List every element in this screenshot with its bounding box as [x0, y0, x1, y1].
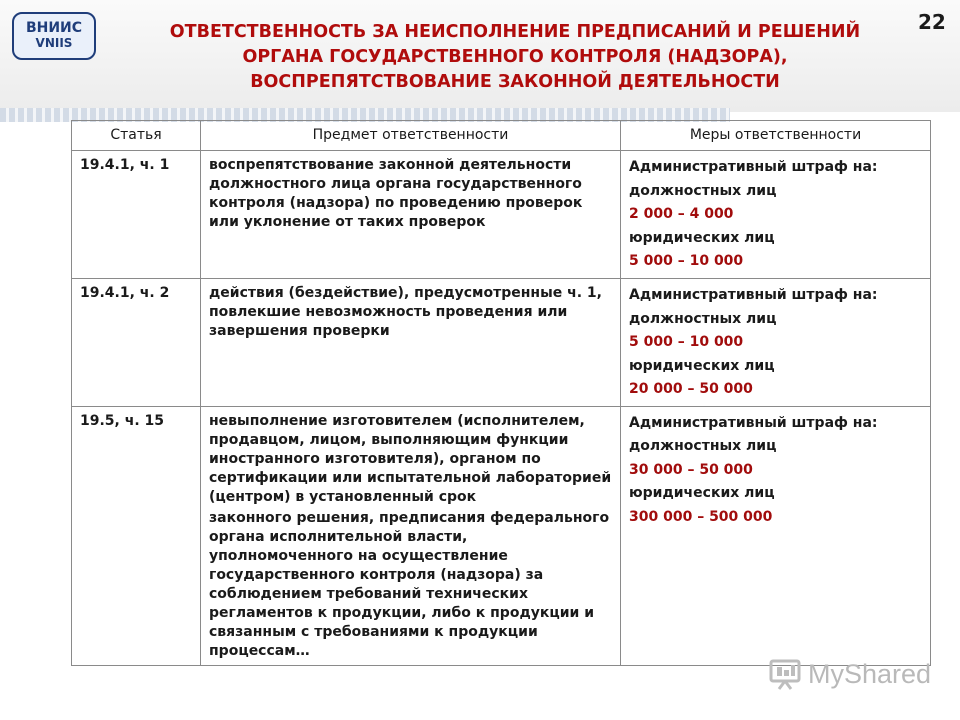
measures-cell	[621, 151, 931, 279]
logo-text-en: VNIIS	[35, 36, 73, 50]
article-cell: 19.4.1, ч. 1	[72, 151, 201, 279]
officials-amount: 5 000 – 10 000	[629, 334, 744, 350]
title-line-1: ОТВЕТСТВЕННОСТЬ ЗА НЕИСПОЛНЕНИЕ ПРЕДПИСАНИЙ И РЕШЕНИЙ	[169, 22, 861, 42]
header-subject: Предмет ответственности	[201, 121, 621, 151]
legal-amount: 5 000 – 10 000	[629, 253, 744, 269]
officials-label: должностных лиц	[629, 310, 777, 327]
measures-cell	[621, 279, 931, 407]
presentation-icon	[768, 657, 802, 691]
officials-amount: 30 000 – 50 000	[629, 461, 753, 478]
article-cell: 19.4.1, ч. 2	[72, 279, 201, 407]
legal-label: юридических лиц	[629, 357, 775, 374]
legal-amount: 300 000 – 500 000	[629, 508, 773, 525]
officials-label: должностных лиц	[629, 182, 777, 199]
subject-cell	[201, 406, 621, 665]
legal-label: юридических лиц	[629, 485, 775, 501]
subject-text: невыполнение изготовителем (исполнителем, продавцом, лицом, выполняющим функции иностранного изготовителя), органом по сертификации или испытательной лабораторией (центром) в установленный срок	[209, 412, 612, 505]
table-row	[72, 151, 931, 279]
officials-amount: 2 000 – 4 000	[629, 206, 734, 222]
table-row	[72, 406, 931, 665]
logo-text-ru: ВНИИС	[25, 20, 83, 36]
vniis-logo	[12, 12, 96, 60]
fine-heading: Административный штраф на:	[629, 287, 878, 303]
legal-label: юридических лиц	[629, 229, 775, 246]
fine-heading: Административный штраф на:	[629, 414, 878, 431]
subject-cell: действия (бездействие), предусмотренные ч. 1, повлекшие невозможность проведения или завершения проверки	[201, 279, 621, 407]
slide-title	[120, 20, 910, 95]
table-row	[72, 279, 931, 407]
watermark-text: MyShared	[808, 658, 932, 689]
subject-cell: воспрепятствование законной деятельности должностного лица органа государственного контроля (надзора) по проведению проверок или уклонение от таких проверок	[201, 151, 621, 279]
page-number: 22	[918, 10, 946, 34]
responsibility-table	[71, 120, 931, 666]
fine-heading: Административный штраф на:	[629, 159, 878, 175]
header-article: Статья	[72, 121, 201, 151]
myshared-watermark	[768, 652, 931, 696]
officials-label: должностных лиц	[629, 438, 777, 454]
title-line-2: ОРГАНА ГОСУДАРСТВЕННОГО КОНТРОЛЯ (НАДЗОРА),	[242, 47, 788, 67]
title-line-3: ВОСПРЕПЯТСТВОВАНИЕ ЗАКОННОЙ ДЕЯТЕЛЬНОСТИ	[250, 72, 780, 92]
subject-text-continued: законного решения, предписания федерального органа исполнительной власти, уполномоченного на осуществление государственного контроля (надзора) за соблюдением требований технических регламентов к продукции, либо к продукции и связанным с требованиями к продукции процессам…	[209, 509, 610, 659]
table-header-row	[72, 121, 931, 151]
measures-cell	[621, 406, 931, 665]
article-cell: 19.5, ч. 15	[72, 406, 201, 665]
legal-amount: 20 000 – 50 000	[629, 381, 753, 397]
header-measures: Меры ответственности	[621, 121, 931, 151]
